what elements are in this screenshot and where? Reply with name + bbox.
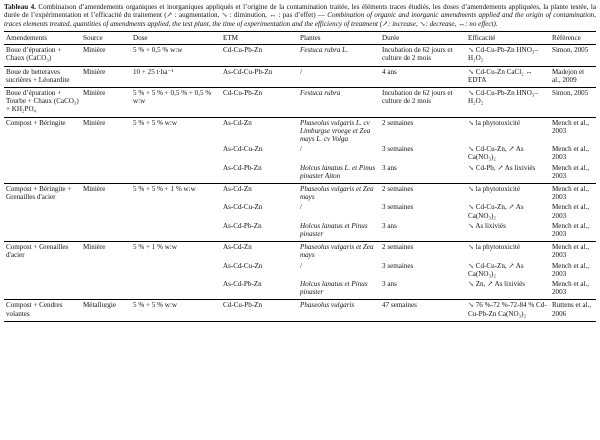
cell-plante: Holcus lanatus et Pinus pinaster bbox=[298, 279, 380, 300]
cell-eff: ↘ Cd-Cu-Pb-Zn HNO₃–H₂O₂ bbox=[466, 45, 550, 66]
cell-ref: Mench et al., 2003 bbox=[550, 221, 596, 242]
cell-dose: 10 + 25 t·ha⁻¹ bbox=[131, 66, 221, 87]
col-header: Efficacité bbox=[466, 31, 550, 44]
cell-eff: ↘ la phytotoxicité bbox=[468, 243, 521, 252]
table-row bbox=[4, 261, 596, 279]
cell-amend bbox=[4, 144, 81, 162]
cell-amend bbox=[4, 221, 81, 242]
cell-eff: ↘ Cd-Cu-Pb-Zn HNO₃–H₂O₂ bbox=[466, 87, 550, 117]
cell-duree: 4 ans bbox=[380, 66, 466, 87]
table-row bbox=[4, 202, 596, 220]
cell-plante: Festuca rubra bbox=[298, 87, 380, 117]
cell-eff: ↘ As lixiviés bbox=[466, 221, 550, 242]
cell-duree: Incubation de 62 jours et culture de 2 mois bbox=[380, 87, 466, 117]
table-row bbox=[4, 117, 596, 144]
cell-amend: Compost + Béringite bbox=[6, 118, 66, 127]
cell-etm: As-Cd-Zn bbox=[223, 243, 252, 252]
table-row bbox=[4, 144, 596, 162]
cell-amend: Compost + Cendres volantes bbox=[4, 300, 81, 321]
table-caption bbox=[4, 3, 596, 28]
col-header: Durée bbox=[380, 31, 466, 44]
cell-ref: Ruttens et al., 2006 bbox=[550, 300, 596, 321]
cell-duree: 3 ans bbox=[380, 163, 466, 184]
table-row bbox=[4, 163, 596, 184]
cell-ref: Mench et al., 2003 bbox=[552, 118, 590, 135]
cell-eff: ↘ 76 %-72 %-72-84 % Cd-Cu-Pb-Zn Ca(NO₃)₂ bbox=[466, 300, 550, 321]
cell-dose: 5 % + 5 % w:w bbox=[133, 118, 177, 127]
cell-duree: 3 semaines bbox=[382, 261, 414, 270]
cell-plante: / bbox=[300, 261, 302, 270]
cell-etm: Cd-Cu-Pb-Zn bbox=[221, 300, 298, 321]
cell-plante: Holcus lanatus et Pinus pinaster bbox=[298, 221, 380, 242]
cell-ref: Mench et al., 2003 bbox=[552, 203, 590, 220]
cell-dose bbox=[131, 163, 221, 184]
table-row bbox=[4, 66, 596, 87]
cell-etm: As-Cd-Cu-Zn bbox=[223, 261, 263, 270]
cell-amend: Boue d’épuration + Tourbe + Chaux (CaCO₃) + KH₂PO₄ bbox=[4, 87, 81, 117]
table-row bbox=[4, 221, 596, 242]
table-row bbox=[4, 242, 596, 261]
cell-plante: Holcus lanatus L. et Pinus pinaster Aiton bbox=[298, 163, 380, 184]
table-row bbox=[4, 279, 596, 300]
cell-dose: 5 % + 1 % w:w bbox=[133, 243, 177, 252]
cell-etm: As-Cd-Pb-Zn bbox=[221, 221, 298, 242]
cell-plante: Phaseolus vulgaris et Zea mays bbox=[300, 184, 374, 202]
cell-source bbox=[81, 221, 131, 242]
cell-duree: 3 ans bbox=[380, 221, 466, 242]
cell-dose: 5 % + 5 % + 0,5 % + 0,5 % w:w bbox=[131, 87, 221, 117]
cell-amend: Compost + Béringite + Grenailles d'acier bbox=[6, 184, 72, 202]
amendments-table bbox=[4, 31, 596, 322]
cell-source bbox=[81, 279, 131, 300]
col-header: Dose bbox=[131, 31, 221, 44]
cell-eff: ↘ Cd-Cu-Zn, ↗ As Ca(NO₃)₂ bbox=[468, 145, 524, 162]
cell-amend: Compost + Grenailles d'acier bbox=[6, 243, 69, 260]
cell-amend bbox=[4, 261, 81, 279]
cell-ref: Madejon et al., 2009 bbox=[550, 66, 596, 87]
cell-amend: Boue de betteraves sucrières + Léonardite bbox=[4, 66, 81, 87]
cell-source: Minière bbox=[81, 87, 131, 117]
cell-plante: / bbox=[298, 66, 380, 87]
cell-etm: Cd-Cu-Pb-Zn bbox=[221, 87, 298, 117]
cell-source bbox=[81, 202, 131, 220]
cell-plante: Phaseolus vulgaris L. cv Limburgse vroege et Zea mays L. cv Volga bbox=[300, 118, 371, 143]
cell-source: Minière bbox=[83, 243, 106, 252]
cell-dose bbox=[131, 202, 221, 220]
cell-ref: Simon, 2005 bbox=[550, 45, 596, 66]
cell-ref: Mench et al., 2003 bbox=[552, 184, 590, 202]
cell-duree: 3 semaines bbox=[382, 203, 414, 212]
cell-source: Métallurgie bbox=[81, 300, 131, 321]
cell-duree: 2 semaines bbox=[382, 243, 414, 252]
caption-french: Combinaison d’amendements organiques et inorganiques appliqués et l’origine de la contamination traitée, les éléments traces étudiés, les doses d’amendements appliquées, la plante testée, la durée de l’expérimentation et l’efficacité du traitement (↗ : augmentation, ↘ : diminution, ↔ : pas d’effet) — bbox=[4, 3, 596, 20]
cell-dose bbox=[131, 279, 221, 300]
cell-eff: ↘ Cd-Cu-Zn CaCl₂ ↔ EDTA bbox=[466, 66, 550, 87]
cell-ref: Mench et al., 2003 bbox=[550, 163, 596, 184]
cell-etm: As-Cd-Cu-Pb-Zn bbox=[221, 66, 298, 87]
cell-source bbox=[81, 163, 131, 184]
cell-dose: 5 % + 5 % w:w bbox=[131, 300, 221, 321]
cell-dose bbox=[131, 261, 221, 279]
cell-duree: 2 semaines bbox=[382, 184, 414, 193]
cell-plante: / bbox=[300, 203, 302, 212]
cell-source: Minière bbox=[83, 118, 106, 127]
cell-ref: Mench et al., 2003 bbox=[550, 279, 596, 300]
cell-amend: Boue d’épuration + Chaux (CaCO₃) bbox=[4, 45, 81, 66]
cell-duree: 47 semaines bbox=[380, 300, 466, 321]
cell-amend bbox=[4, 279, 81, 300]
col-header: Référence bbox=[550, 31, 596, 44]
cell-ref: Mench et al., 2003 bbox=[552, 261, 590, 278]
cell-eff: ↘ Cd-Pb, ↗ As lixiviés bbox=[466, 163, 550, 184]
table-row bbox=[4, 183, 596, 202]
col-header: Source bbox=[81, 31, 131, 44]
cell-plante: / bbox=[300, 145, 302, 154]
cell-duree: 3 semaines bbox=[382, 145, 414, 154]
cell-plante: Phaseolus vulgaris et Zea mays bbox=[300, 243, 374, 260]
cell-plante: Phaseolus vulgaris bbox=[298, 300, 380, 321]
cell-plante: Festuca rubra L. bbox=[298, 45, 380, 66]
table-row bbox=[4, 300, 596, 321]
cell-eff: ↘ Zn, ↗ As lixiviés bbox=[466, 279, 550, 300]
cell-etm: As-Cd-Cu-Zn bbox=[223, 203, 263, 212]
cell-amend bbox=[4, 163, 81, 184]
cell-source bbox=[81, 144, 131, 162]
cell-dose: 5 % + 0,5 % w:w bbox=[131, 45, 221, 66]
cell-etm: As-Cd-Cu-Zn bbox=[223, 145, 263, 154]
cell-source: Minière bbox=[81, 66, 131, 87]
cell-amend bbox=[4, 202, 81, 220]
cell-eff: ↘ la phytotoxicité bbox=[468, 118, 521, 127]
cell-eff: ↘ Cd-Cu-Zn, ↗ As Ca(NO₃)₂ bbox=[468, 203, 524, 220]
cell-etm: As-Cd-Pb-Zn bbox=[221, 279, 298, 300]
header-row bbox=[4, 31, 596, 44]
col-header: ETM bbox=[221, 31, 298, 44]
table-row bbox=[4, 45, 596, 66]
cell-etm: Cd-Cu-Pb-Zn bbox=[221, 45, 298, 66]
table-body bbox=[4, 45, 596, 322]
cell-ref: Simon, 2005 bbox=[550, 87, 596, 117]
cell-dose bbox=[131, 221, 221, 242]
caption-label: Tableau 4. bbox=[4, 3, 36, 11]
cell-duree: 3 ans bbox=[380, 279, 466, 300]
col-header: Plantes bbox=[298, 31, 380, 44]
cell-dose bbox=[131, 144, 221, 162]
cell-duree: Incubation de 62 jours et culture de 2 mois bbox=[380, 45, 466, 66]
cell-source bbox=[81, 261, 131, 279]
cell-eff: ↘ Cd-Cu-Zn, ↗ As Ca(NO₃)₂ bbox=[468, 261, 524, 278]
cell-etm: As-Cd-Zn bbox=[223, 118, 252, 127]
cell-source: Minière bbox=[81, 45, 131, 66]
cell-etm: As-Cd-Pb-Zn bbox=[221, 163, 298, 184]
cell-etm: As-Cd-Zn bbox=[223, 184, 252, 193]
cell-duree: 2 semaines bbox=[382, 118, 414, 127]
cell-ref: Mench et al., 2003 bbox=[552, 243, 590, 260]
cell-dose: 5 % + 5 % + 1 % w:w bbox=[133, 184, 196, 193]
cell-eff: ↘ la phytotoxicité bbox=[468, 184, 521, 193]
caption-english: Combination of organic and inorganic amendments applied and the origin of contamination, traces elements treated, quantities of amendments applied, the test plant, the time of experimentation and the efficiency of treatment (↗: increase, ↘: decrease, ↔: no effect). bbox=[4, 11, 596, 28]
cell-source: Minière bbox=[83, 184, 106, 193]
cell-ref: Mench et al., 2003 bbox=[552, 145, 590, 162]
col-header: Amendements bbox=[4, 31, 81, 44]
table-row bbox=[4, 87, 596, 117]
